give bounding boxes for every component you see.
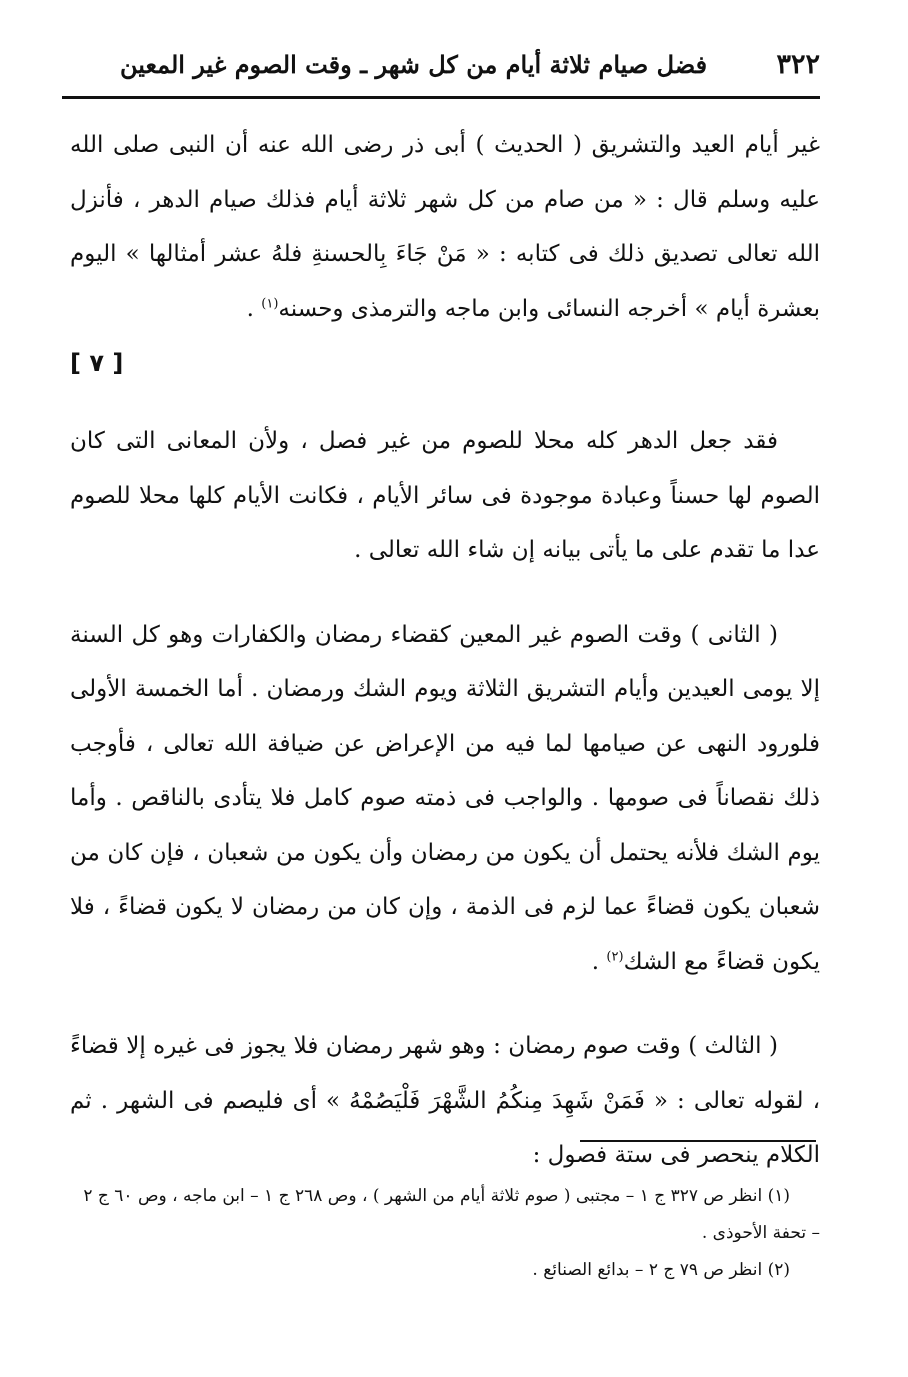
- running-title: فضل صيام ثلاثة أيام من كل شهر ـ وقت الصوم غير المعين: [120, 49, 708, 79]
- paragraph-second-end: .: [591, 948, 607, 975]
- paragraph-second-text: ( الثانى ) وقت الصوم غير المعين كقضاء رمضان والكفارات وهو كل السنة إلا يومى العيدين وأيام التشريق الثلاثة ويوم الشك ورمضان . أما الخمسة الأولى فلورود النهى عن صيامها لما فيه من الإعراض عن ضيافة الله تعالى ، فأوجب ذلك نقصاناً فى صومها . والواجب فى ذمته صوم كامل فلا يتأدى بالناقص . وأما يوم الشك فلأنه يحتمل أن يكون من رمضان وأن يكون من شعبان ، فإن كان من شعبان يكون قضاءً عما لزم فى الذمة ، وإن كان من رمضان لا يكون قضاءً ، فلا يكون قضاءً مع الشك: [70, 621, 820, 975]
- footnote-ref-2: (٢): [606, 948, 624, 964]
- footnote-ref-1: (١): [261, 295, 279, 311]
- paragraph-hadith-text: غير أيام العيد والتشريق ( الحديث ) أبى ذر رضى الله عنه أن النبى صلى الله عليه وسلم قال : « من صام من كل شهر ثلاثة أيام فذلك صيام الدهر ، فأنزل الله تعالى تصديق ذلك فى كتابه : « مَنْ جَاءَ بِالحسنةِ فلهُ عشر أمثالها » اليوم بعشرة أيام » أخرجه النسائى وابن ماجه والترمذى وحسنه: [70, 132, 820, 322]
- header-divider: [62, 96, 820, 99]
- page-header: [120, 40, 820, 88]
- paragraph-hadith: [70, 118, 820, 336]
- paragraph-hadith-end: .: [246, 295, 262, 322]
- footnote-divider: [580, 1140, 816, 1142]
- footnote-1: (١) انظر ص ٣٢٧ ج ١ – مجتبى ( صوم ثلاثة أيام من الشهر ) ، وص ٢٦٨ ج ١ – ابن ماجه ، وص ٦٠ ج ٢ – تحفة الأحوذى .: [83, 1186, 820, 1243]
- footnotes: [70, 1178, 820, 1289]
- section-marker: [ ٧ ]: [70, 349, 124, 377]
- main-text: [70, 118, 820, 1183]
- footnote-2: (٢) انظر ص ٧٩ ج ٢ – بدائع الصنائع .: [532, 1260, 790, 1280]
- paragraph-third: ( الثالث ) وقت صوم رمضان : وهو شهر رمضان فلا يجوز فى غيره إلا قضاءً ، لقوله تعالى : « فَمَنْ شَهِدَ مِنكُمُ الشَّهْرَ فَلْيَصُمْهُ » أى فليصم فى الشهر . ثم الكلام ينحصر فى ستة فصول :: [70, 1033, 820, 1168]
- paragraph-whole-year: فقد جعل الدهر كله محلا للصوم من غير فصل ، ولأن المعانى التى كان الصوم لها حسناً وعبادة موجودة فى سائر الأيام ، فكانت الأيام كلها محلا للصوم عدا ما تقدم على ما يأتى بيانه إن شاء الله تعالى .: [70, 428, 820, 563]
- paragraph-second: [70, 608, 820, 990]
- page-number: ٣٢٢: [776, 48, 820, 80]
